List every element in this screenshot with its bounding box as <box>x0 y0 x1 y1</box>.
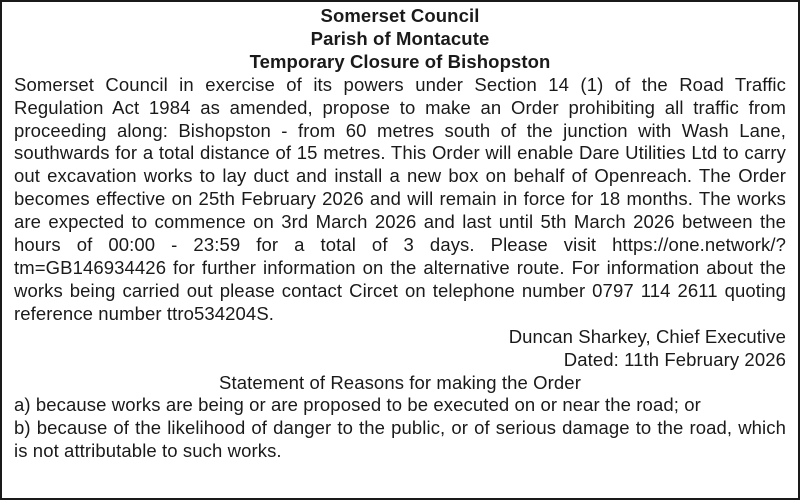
notice-body: Somerset Council in exercise of its powers under Section 14 (1) of the Road Traffic Regulation Act 1984 as amended, propose to make an Order prohibiting all traffic from proceeding along: Bishopston - from 60 metres south of the junction with Wash Lane, southwards for a total distance of 15 metres. This Order will enable Dare Utilities Ltd to carry out excavation works to lay duct and install a new box on behalf of Openreach. The Order becomes effective on 25th February 2026 and will remain in force for 18 months. The works are expected to commence on 3rd March 2026 and last until 5th March 2026 between the hours of 00:00 - 23:59 for a total of 3 days. Please visit https://one.network/?tm=GB146934426 for further information on the alternative route. For information about the works being carried out please contact Circet on telephone number 0797 114 2611 quoting reference number ttro534204S. <box>14 73 786 324</box>
reason-a: a) because works are being or are proposed to be executed on or near the road; or <box>14 394 701 416</box>
reason-b: b) because of the likelihood of danger to the public, or of serious damage to the road, which is not attributable to such works. <box>14 417 786 462</box>
closure-heading: Temporary Closure of Bishopston <box>249 50 551 72</box>
date-line: Dated: 11th February 2026 <box>563 348 786 370</box>
parish-heading: Parish of Montacute <box>310 27 490 49</box>
reasons-title: Statement of Reasons for making the Order <box>219 371 581 393</box>
signatory: Duncan Sharkey, Chief Executive <box>508 325 786 347</box>
council-heading: Somerset Council <box>320 5 480 26</box>
